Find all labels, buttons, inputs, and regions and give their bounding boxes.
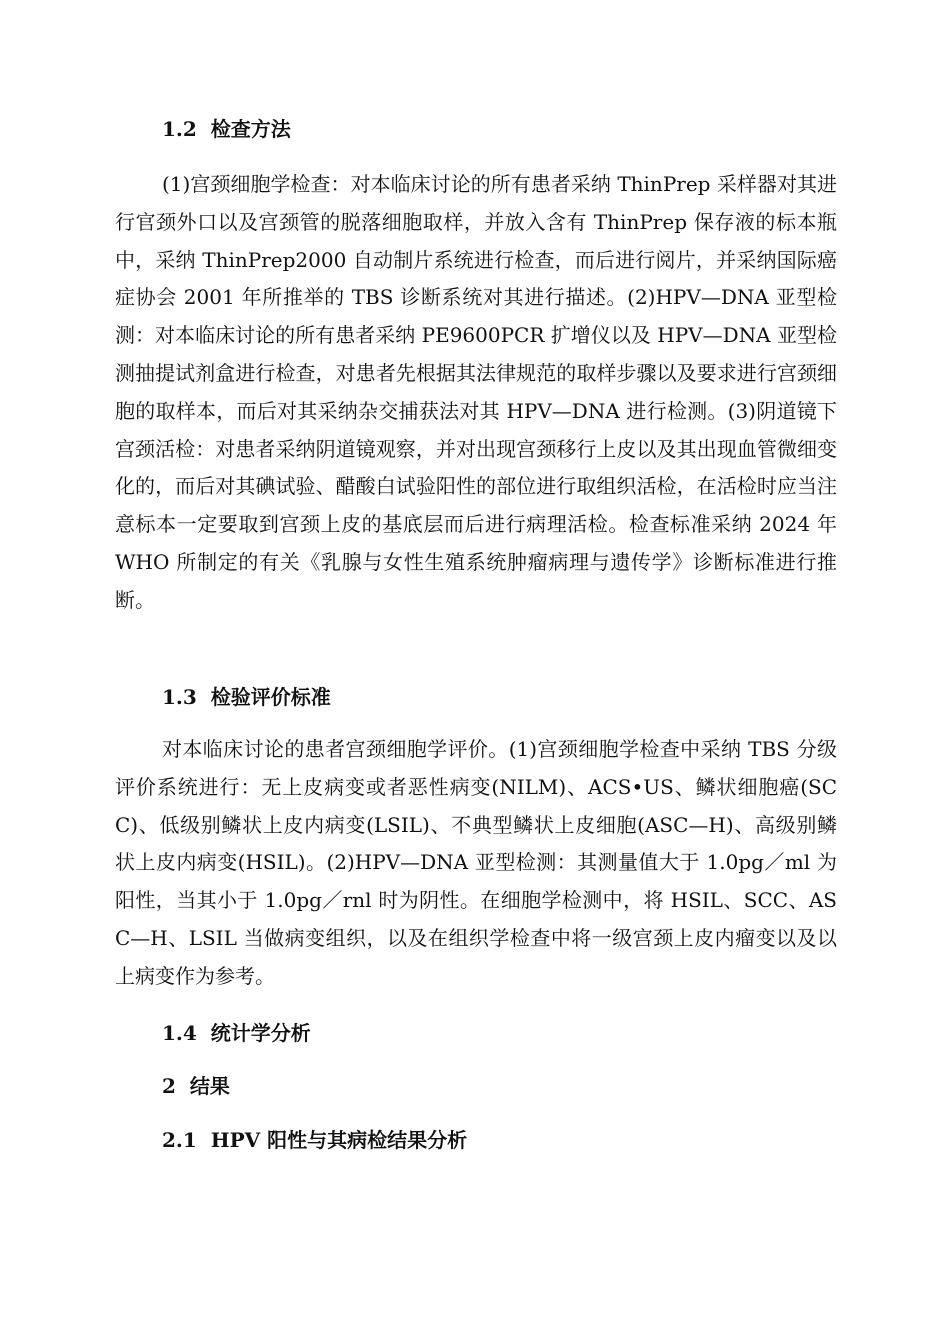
section-heading-1-4: 1.4 统计学分析	[162, 1021, 311, 1045]
section-paragraph-1-3: 对本临床讨论的患者宫颈细胞学评价。(1)宫颈细胞学检查中采纳 TBS 分级评价系统进行：无上皮病变或者恶性病变(NILM)、ACS•US、鳞状细胞癌(SCC)、低级别鳞状上皮内病变(LSIL)、不典型鳞状上皮细胞(ASC—H)、高级别鳞状上皮内病变(HSIL)。(2)HPV—DNA 亚型检测：其测量值大于 1.0pg／ml 为阳性，当其小于 1.0pg／rnl 时为阴性。在细胞学检测中，将 HSIL、SCC、ASC—H、LSIL 当做病变组织，以及在组织学检查中将一级宫颈上皮内瘤变以及以上病变作为参考。	[115, 737, 837, 988]
section-paragraph-1-2: (1)宫颈细胞学检查：对本临床讨论的所有患者采纳 ThinPrep 采样器对其进行官颈外口以及宫颈管的脱落细胞取样，并放入含有 ThinPrep 保存液的标本瓶中，采纳 ThinPrep2000 自动制片系统进行检查，而后进行阅片，并采纳国际癌症协会 2001 年所推举的 TBS 诊断系统对其进行描述。(2)HPV—DNA 亚型检测：对本临床讨论的所有患者采纳 PE9600PCR 扩增仪以及 HPV—DNA 亚型检测抽提试剂盒进行检查，对患者先根据其法律规范的取样步骤以及要求进行宫颈细胞的取样本，而后对其采纳杂交捕获法对其 HPV—DNA 进行检测。(3)阴道镜下宫颈活检：对患者采纳阴道镜观察，并对出现宫颈移行上皮以及其出现血管微细变化的，而后对其碘试验、醋酸白试验阳性的部位进行取组织活检，在活检时应当注意标本一定要取到宫颈上皮的基底层而后进行病理活检。检查标准采纳 2024 年 WHO 所制定的有关《乳腺与女性生殖系统肿瘤病理与遗传学》诊断标准进行推断。	[115, 172, 837, 612]
section-heading-2-1: 2.1 HPV 阳性与其病检结果分析	[162, 1128, 468, 1152]
section-heading-2: 2 结果	[162, 1074, 230, 1098]
section-heading-1-3: 1.3 检验评价标准	[162, 685, 331, 709]
section-heading-1-2: 1.2 检查方法	[162, 117, 291, 141]
